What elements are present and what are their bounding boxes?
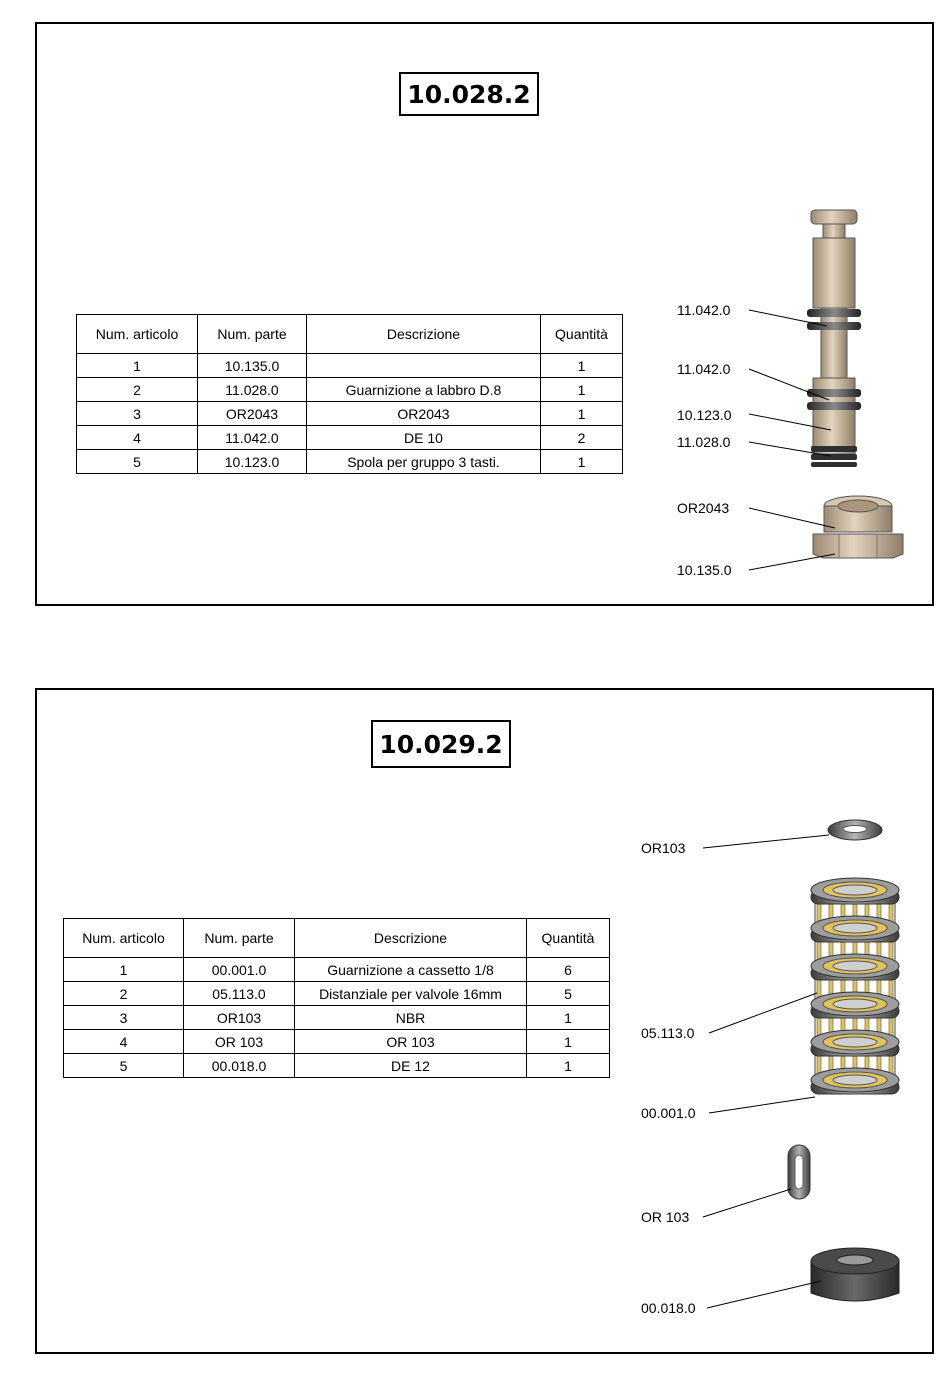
description: OR2043 xyxy=(307,402,541,426)
item-number: 3 xyxy=(64,1006,184,1030)
drawing-sheet-1 xyxy=(35,22,934,606)
table-header-row xyxy=(64,919,610,958)
table-row xyxy=(64,1006,610,1030)
quantity: 1 xyxy=(527,1030,610,1054)
cassette-seal-icon xyxy=(811,916,899,942)
description: Distanziale per valvole 16mm xyxy=(295,982,527,1006)
quantity: 1 xyxy=(527,1006,610,1030)
item-number: 2 xyxy=(64,982,184,1006)
part-number: 00.018.0 xyxy=(184,1054,295,1078)
callout-label: 11.042.0 xyxy=(677,361,731,377)
bill-of-materials-table xyxy=(63,918,610,1078)
item-number: 4 xyxy=(64,1030,184,1054)
callout-label: OR103 xyxy=(641,840,686,856)
lip-seal-icon xyxy=(811,446,857,467)
table-row xyxy=(77,426,623,450)
cassette-seal-icon xyxy=(811,1068,899,1094)
description: OR 103 xyxy=(295,1030,527,1054)
callout-label: OR 103 xyxy=(641,1209,690,1225)
table-row xyxy=(64,1030,610,1054)
callout-label: 05.113.0 xyxy=(641,1025,695,1041)
seal-stack-icon xyxy=(811,878,899,1094)
column-header: Descrizione xyxy=(295,919,527,958)
item-number: 1 xyxy=(77,354,198,378)
quantity: 6 xyxy=(527,958,610,982)
part-number: 11.042.0 xyxy=(198,426,307,450)
exploded-view-drawing-1 xyxy=(667,194,927,594)
table-row xyxy=(64,958,610,982)
column-header: Quantità xyxy=(541,315,623,354)
part-number: 10.135.0 xyxy=(198,354,307,378)
item-number: 1 xyxy=(64,958,184,982)
assembly-code: 10.028.2 xyxy=(407,79,531,109)
assembly-code-box xyxy=(399,72,539,116)
quantity: 1 xyxy=(541,354,623,378)
description: Spola per gruppo 3 tasti. xyxy=(307,450,541,474)
cassette-seal-icon xyxy=(811,992,899,1018)
callout-label: 11.028.0 xyxy=(677,434,731,450)
callout-label: 00.001.0 xyxy=(641,1105,696,1121)
cassette-seal-icon xyxy=(811,878,899,904)
quantity: 2 xyxy=(541,426,623,450)
table-row xyxy=(64,1054,610,1078)
quantity: 1 xyxy=(541,378,623,402)
part-number: OR 103 xyxy=(184,1030,295,1054)
column-header: Num. parte xyxy=(198,315,307,354)
column-header: Quantità xyxy=(527,919,610,958)
description: Guarnizione a cassetto 1/8 xyxy=(295,958,527,982)
column-header: Num. articolo xyxy=(64,919,184,958)
table-header-row xyxy=(77,315,623,354)
exploded-view-drawing-2 xyxy=(633,805,923,1335)
valve-nut-icon xyxy=(813,496,903,558)
part-number: OR2043 xyxy=(198,402,307,426)
quantity: 1 xyxy=(541,450,623,474)
table-row xyxy=(77,450,623,474)
description: DE 12 xyxy=(295,1054,527,1078)
part-number: 10.123.0 xyxy=(198,450,307,474)
cassette-seal-icon xyxy=(811,1030,899,1056)
column-header: Descrizione xyxy=(307,315,541,354)
callout-label: 00.018.0 xyxy=(641,1300,696,1316)
table-row xyxy=(77,354,623,378)
cassette-seal-icon xyxy=(811,954,899,980)
callout-label: 11.042.0 xyxy=(677,302,731,318)
drawing-sheet-2 xyxy=(35,688,934,1354)
bill-of-materials-table xyxy=(76,314,623,474)
description: NBR xyxy=(295,1006,527,1030)
base-ring-icon xyxy=(811,1248,899,1301)
assembly-code: 10.029.2 xyxy=(379,729,503,759)
o-ring-icon xyxy=(828,820,882,840)
table-row xyxy=(64,982,610,1006)
item-number: 5 xyxy=(64,1054,184,1078)
item-number: 4 xyxy=(77,426,198,450)
item-number: 5 xyxy=(77,450,198,474)
part-number: 11.028.0 xyxy=(198,378,307,402)
quantity: 1 xyxy=(541,402,623,426)
description xyxy=(307,354,541,378)
item-number: 2 xyxy=(77,378,198,402)
assembly-code-box xyxy=(371,720,511,768)
part-number: 00.001.0 xyxy=(184,958,295,982)
item-number: 3 xyxy=(77,402,198,426)
leader-lines xyxy=(703,835,829,1308)
table-row xyxy=(77,378,623,402)
callout-label: 10.123.0 xyxy=(677,407,732,423)
part-number: OR103 xyxy=(184,1006,295,1030)
quantity: 5 xyxy=(527,982,610,1006)
table-row xyxy=(77,402,623,426)
o-ring-icon xyxy=(788,1145,810,1199)
spool-part-icon xyxy=(811,210,857,454)
column-header: Num. articolo xyxy=(77,315,198,354)
quantity: 1 xyxy=(527,1054,610,1078)
callout-label: 10.135.0 xyxy=(677,562,732,578)
description: Guarnizione a labbro D.8 xyxy=(307,378,541,402)
column-header: Num. parte xyxy=(184,919,295,958)
description: DE 10 xyxy=(307,426,541,450)
part-number: 05.113.0 xyxy=(184,982,295,1006)
callout-label: OR2043 xyxy=(677,500,730,516)
